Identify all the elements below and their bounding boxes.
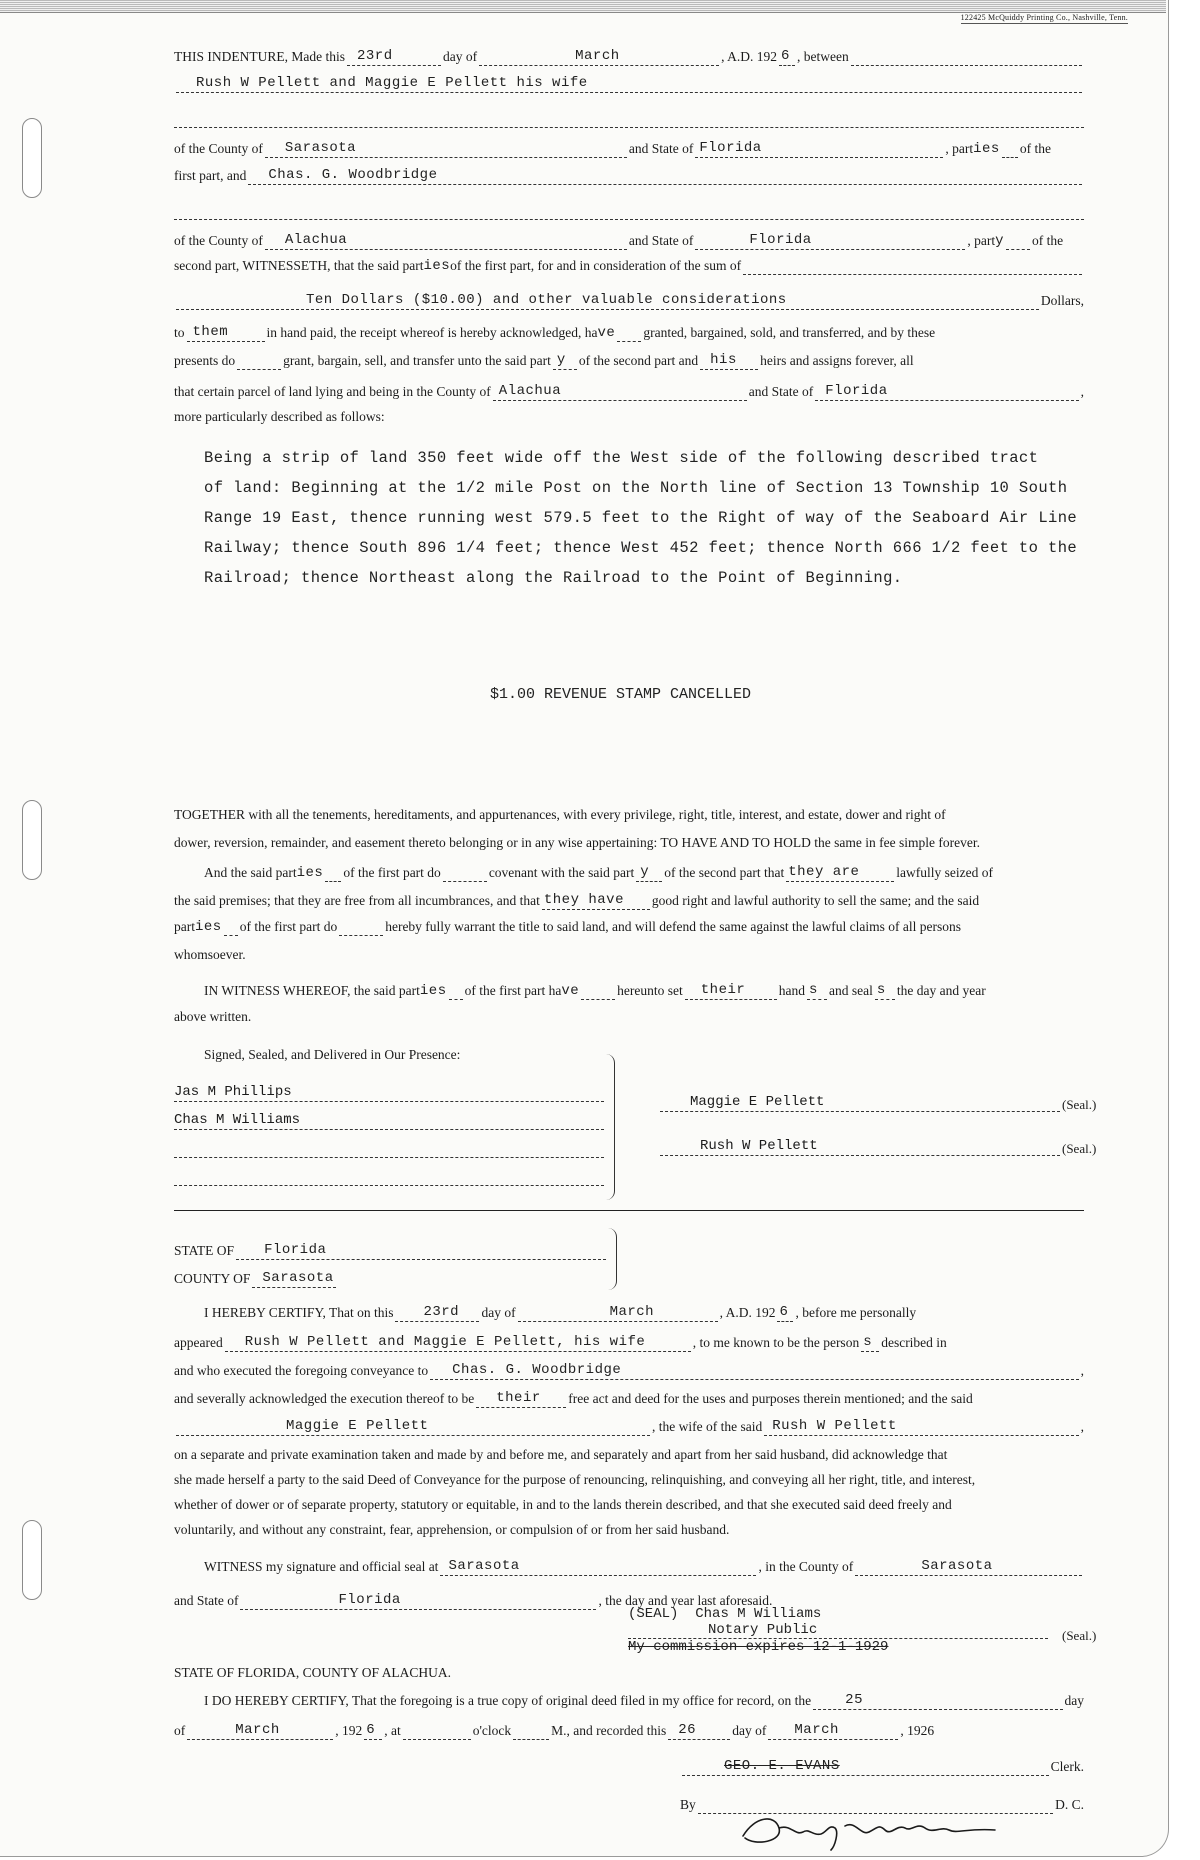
blank-line-1	[174, 110, 1084, 128]
above-written-line: above written.	[174, 1009, 252, 1024]
first-party-county: Sarasota	[284, 140, 357, 156]
month-value: March	[575, 48, 620, 64]
executed-line: and who executed the foregoing conveyance to Chas. G. Woodbridge ,	[174, 1362, 1084, 1378]
notary-seal: (SEAL)	[628, 1606, 679, 1622]
second-party-state: Florida	[749, 232, 812, 248]
witness-2: Chas M Williams	[174, 1112, 604, 1130]
clerk-date-line: of March , 192 6 , at o'clock M., and recorded this 26 day of March , 1926	[174, 1722, 935, 1738]
witness-signature-line: WITNESS my signature and official seal at Sarasota , in the County of Sarasota	[174, 1556, 1084, 1576]
covenant-line: And the said part ies of the first part do covenant with the said part y of the second part that they are lawfully seized of	[204, 864, 993, 881]
second-party-county: Alachua	[284, 232, 348, 248]
exam-line-2: she made herself a party to the said Deed of Conveyance for the purpose of renouncing, relinquishing, and conveying all her right, title, and interest,	[174, 1472, 976, 1487]
grantee-value: Chas. G. Woodbridge	[268, 167, 438, 183]
wife-line: Maggie E Pellett , the wife of the said Rush W Pellett ,	[174, 1416, 1084, 1436]
notary-seal-label: (Seal.)	[1062, 1628, 1097, 1643]
presents-line: presents do grant, bargain, sell, and transfer unto the said part y of the second part and his heirs and assigns forever, all	[174, 352, 914, 368]
seal-1: (Seal.)	[1062, 1097, 1097, 1112]
certify-line: I HEREBY CERTIFY, That on this 23rd day of March , A.D. 192 6 , before me personally	[204, 1304, 917, 1320]
exam-line-1: on a separate and private examination taken and made by and before me, and separately and apart from her said husband, did acknowledge that	[174, 1447, 948, 1462]
first-part-line: first part, and Chas. G. Woodbridge	[174, 165, 1084, 185]
year-digit-value: 6	[781, 48, 790, 64]
together-line-2: dower, reversion, remainder, and easement thereto belonging or in any wise appertaining: TO HAVE AND TO HOLD the same in fee simple forever.	[174, 835, 980, 850]
warrant-line: part ies of the first part do hereby fully warrant the title to said land, and will defend the same against the lawful claims of all persons	[174, 919, 962, 935]
clerk-certify-line: I DO HEREBY CERTIFY, That the foregoing is a true copy of original deed filed in my office for record, on the 25 day	[204, 1692, 1084, 1708]
deputy-clerk-signature	[735, 1806, 1035, 1852]
venue-brace	[608, 1228, 617, 1290]
notary-commission: My commission expires 12-1-1929	[628, 1639, 889, 1655]
section-rule-1	[174, 1210, 1084, 1211]
indenture-line: THIS INDENTURE, Made this 23rd day of March , A.D. 192 6 , between	[174, 46, 1084, 66]
deputy-clerk-line: By D. C.	[680, 1797, 1084, 1812]
notary-name: Chas M Williams	[695, 1606, 822, 1622]
land-description: Being a strip of land 350 feet wide off the West side of the following described tract of land: Beginning at the 1/2 mile Post on the North line of Section 13 Township 10 South Range 19 East, thence running west 579.5 feet to the Right of way of the Seaboard Air Line Railway; thence South 896 1/4 feet; thence West 452 feet; thence North 666 1/2 feet to the Railroad; thence Northeast along the Railroad to the Point of Beginning.	[204, 449, 1078, 587]
exam-line-4: voluntarily, and without any constraint, fear, apprehension, or compulsion of or from her said husband.	[174, 1522, 730, 1537]
paid-line: to them in hand paid, the receipt whereof is hereby acknowledged, ha ve granted, bargained, sold, and transferred, and by these	[174, 324, 936, 341]
grantors-line	[174, 73, 1084, 93]
consideration-value: Ten Dollars ($10.00) and other valuable considerations	[306, 292, 787, 308]
notary-block	[628, 1606, 1048, 1655]
witnesseth-line: second part, WITNESSETH, that the said part ies of the first part, for and in consideration of the sum of	[174, 257, 1084, 275]
ack-county-line: COUNTY OF Sarasota	[174, 1268, 608, 1288]
blank-line-2	[174, 202, 1084, 220]
clerk-name-line: GEO. E. EVANS Clerk.	[680, 1756, 1084, 1776]
consideration-line: Ten Dollars ($10.00) and other valuable considerations Dollars,	[174, 290, 1084, 310]
clerk-header: STATE OF FLORIDA, COUNTY OF ALACHUA.	[174, 1665, 452, 1680]
appeared-line: appeared Rush W Pellett and Maggie E Pellett, his wife , to me known to be the person s described in	[174, 1334, 947, 1350]
witness-4	[174, 1168, 604, 1186]
top-edge-band	[0, 0, 1166, 13]
state-day-line: and State of Florida , the day and year last aforesaid.	[174, 1592, 773, 1608]
county-line-second-party: of the County of Alachua and State of Florida , part y of the	[174, 232, 1064, 249]
witness-1: Jas M Phillips	[174, 1084, 604, 1102]
severally-line: and severally acknowledged the execution thereof to be their free act and deed for the uses and purposes therein mentioned; and the said	[174, 1390, 973, 1406]
binder-hole-3	[22, 1520, 42, 1600]
witness-brace	[606, 1054, 615, 1200]
revenue-stamp-note: $1.00 REVENUE STAMP CANCELLED	[490, 686, 752, 703]
first-party-state: Florida	[699, 140, 762, 156]
grantors-value: Rush W Pellett and Maggie E Pellett his wife	[196, 75, 588, 91]
binder-hole-2	[22, 800, 42, 880]
witness-whereof-line: IN WITNESS WHEREOF, the said part ies of the first part ha ve hereunto set their hand s and seal s the day and year	[204, 982, 986, 999]
printer-label: 122425 McQuiddy Printing Co., Nashville, Tenn.	[960, 13, 1128, 22]
exam-line-3: whether of dower or of separate property, statutory or equitable, in and to the lands therein described, and that she executed said deed freely and	[174, 1497, 952, 1512]
parcel-line: that certain parcel of land lying and being in the County of Alachua and State of Florida ,	[174, 383, 1084, 399]
day-value: 23rd	[356, 48, 393, 64]
binder-hole-1	[22, 118, 42, 198]
ack-state-line: STATE OF Florida	[174, 1240, 608, 1260]
witness-3	[174, 1140, 604, 1158]
signed-sealed-label: Signed, Sealed, and Delivered in Our Presence:	[204, 1047, 461, 1062]
grantor-signature-2: Rush W Pellett	[660, 1138, 1060, 1156]
grantor-signature-1: Maggie E Pellett	[660, 1094, 1060, 1112]
together-line-1: TOGETHER with all the tenements, hereditaments, and appurtenances, with every privilege, right, title, interest, and estate, dower and right of	[174, 807, 946, 822]
whomsoever-line: whomsoever.	[174, 947, 246, 962]
county-line-first-party: of the County of Sarasota and State of Florida , part ies of the	[174, 140, 1051, 157]
notary-title: Notary Public	[708, 1622, 818, 1638]
seal-2: (Seal.)	[1062, 1141, 1097, 1156]
described-line: more particularly described as follows:	[174, 409, 385, 424]
premises-line: the said premises; that they are free from all incumbrances, and that they have good right and lawful authority to sell the same; and the said	[174, 892, 980, 908]
